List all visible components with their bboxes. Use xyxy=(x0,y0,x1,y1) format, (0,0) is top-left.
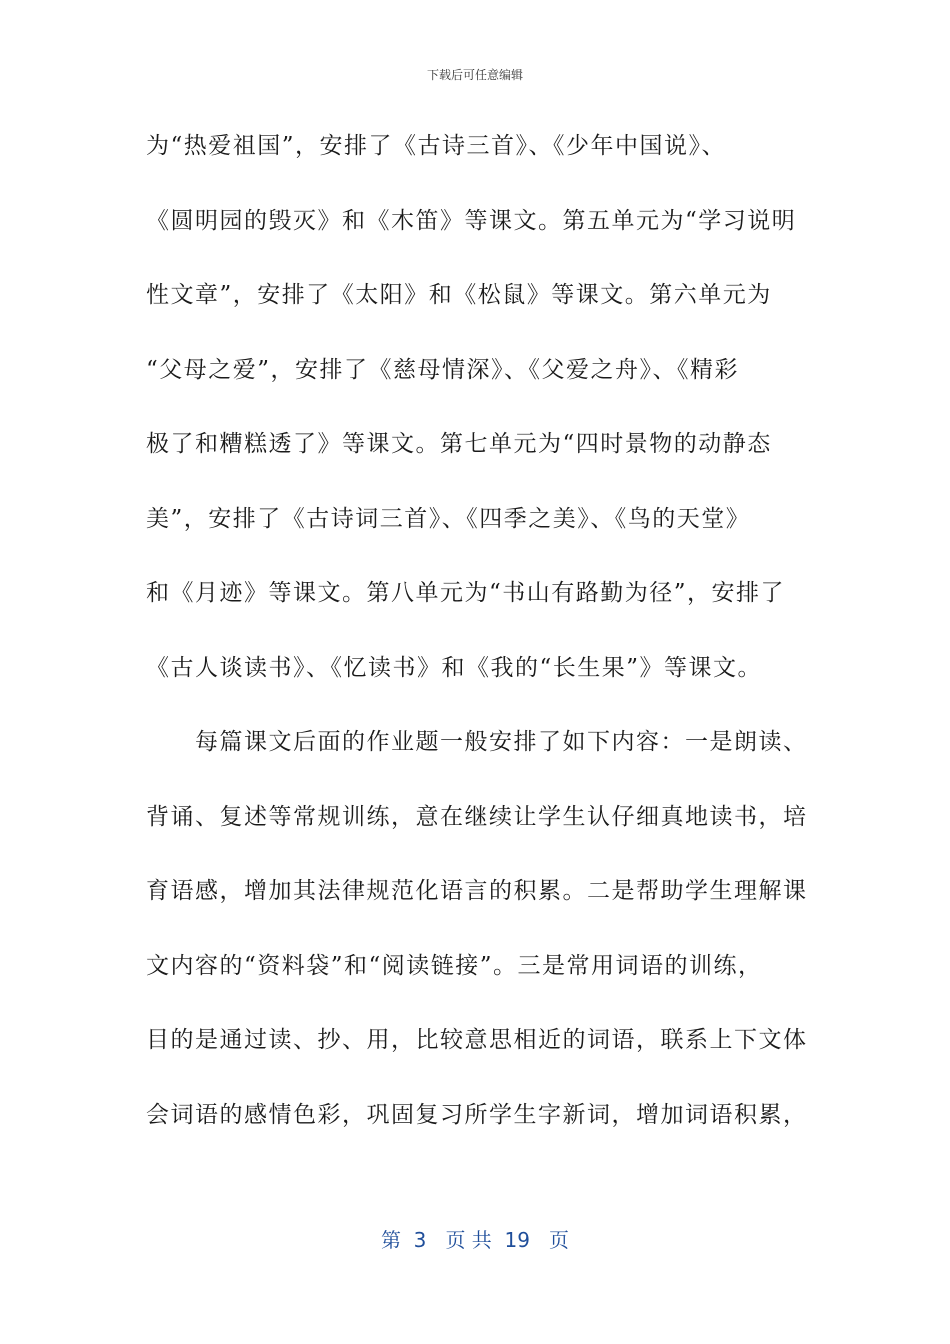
text-line: “父母之爱”，安排了《慈母情深》、《父爱之舟》、《精彩 xyxy=(146,356,740,383)
text-line: 目的是通过读、抄、用，比较意思相近的词语，联系上下文体 xyxy=(146,1027,808,1053)
header-note: 下载后可任意编辑 xyxy=(426,68,523,82)
page-number-footer: 第 3 页 共 19 页 xyxy=(380,1228,570,1252)
text-line: 每篇课文后面的作业题一般安排了如下内容：一是朗读、 xyxy=(146,729,808,755)
text-line: 育语感，增加其法律规范化语言的积累。二是帮助学生理解课 xyxy=(146,878,808,904)
text-line: 为“热爱祖国”，安排了《古诗三首》、《少年中国说》、 xyxy=(146,133,727,159)
text-line: 会词语的感情色彩，巩固复习所学生字新词，增加词语积累， xyxy=(146,1101,808,1128)
text-line: 文内容的“资料袋”和“阅读链接”。三是常用词语的训练， xyxy=(146,952,763,979)
text-line: 美”，安排了《古诗词三首》、《四季之美》、《鸟的天堂》 xyxy=(146,505,751,532)
text-line: 《古人谈读书》、《忆读书》和《我的“长生果”》等课文。 xyxy=(146,654,763,681)
text-line: 《圆明园的毁灭》和《木笛》等课文。第五单元为“学习说明 xyxy=(146,207,797,234)
text-line: 性文章”，安排了《太阳》和《松鼠》等课文。第六单元为 xyxy=(146,282,772,308)
text-line: 背诵、复述等常规训练，意在继续让学生认仔细真地读书，培 xyxy=(146,803,808,830)
text-line: 和《月迹》等课文。第八单元为“书山有路勤为径”，安排了 xyxy=(146,580,786,606)
text-line: 极了和糟糕透了》等课文。第七单元为“四时景物的动静态 xyxy=(146,431,772,457)
body-text xyxy=(146,126,806,1169)
